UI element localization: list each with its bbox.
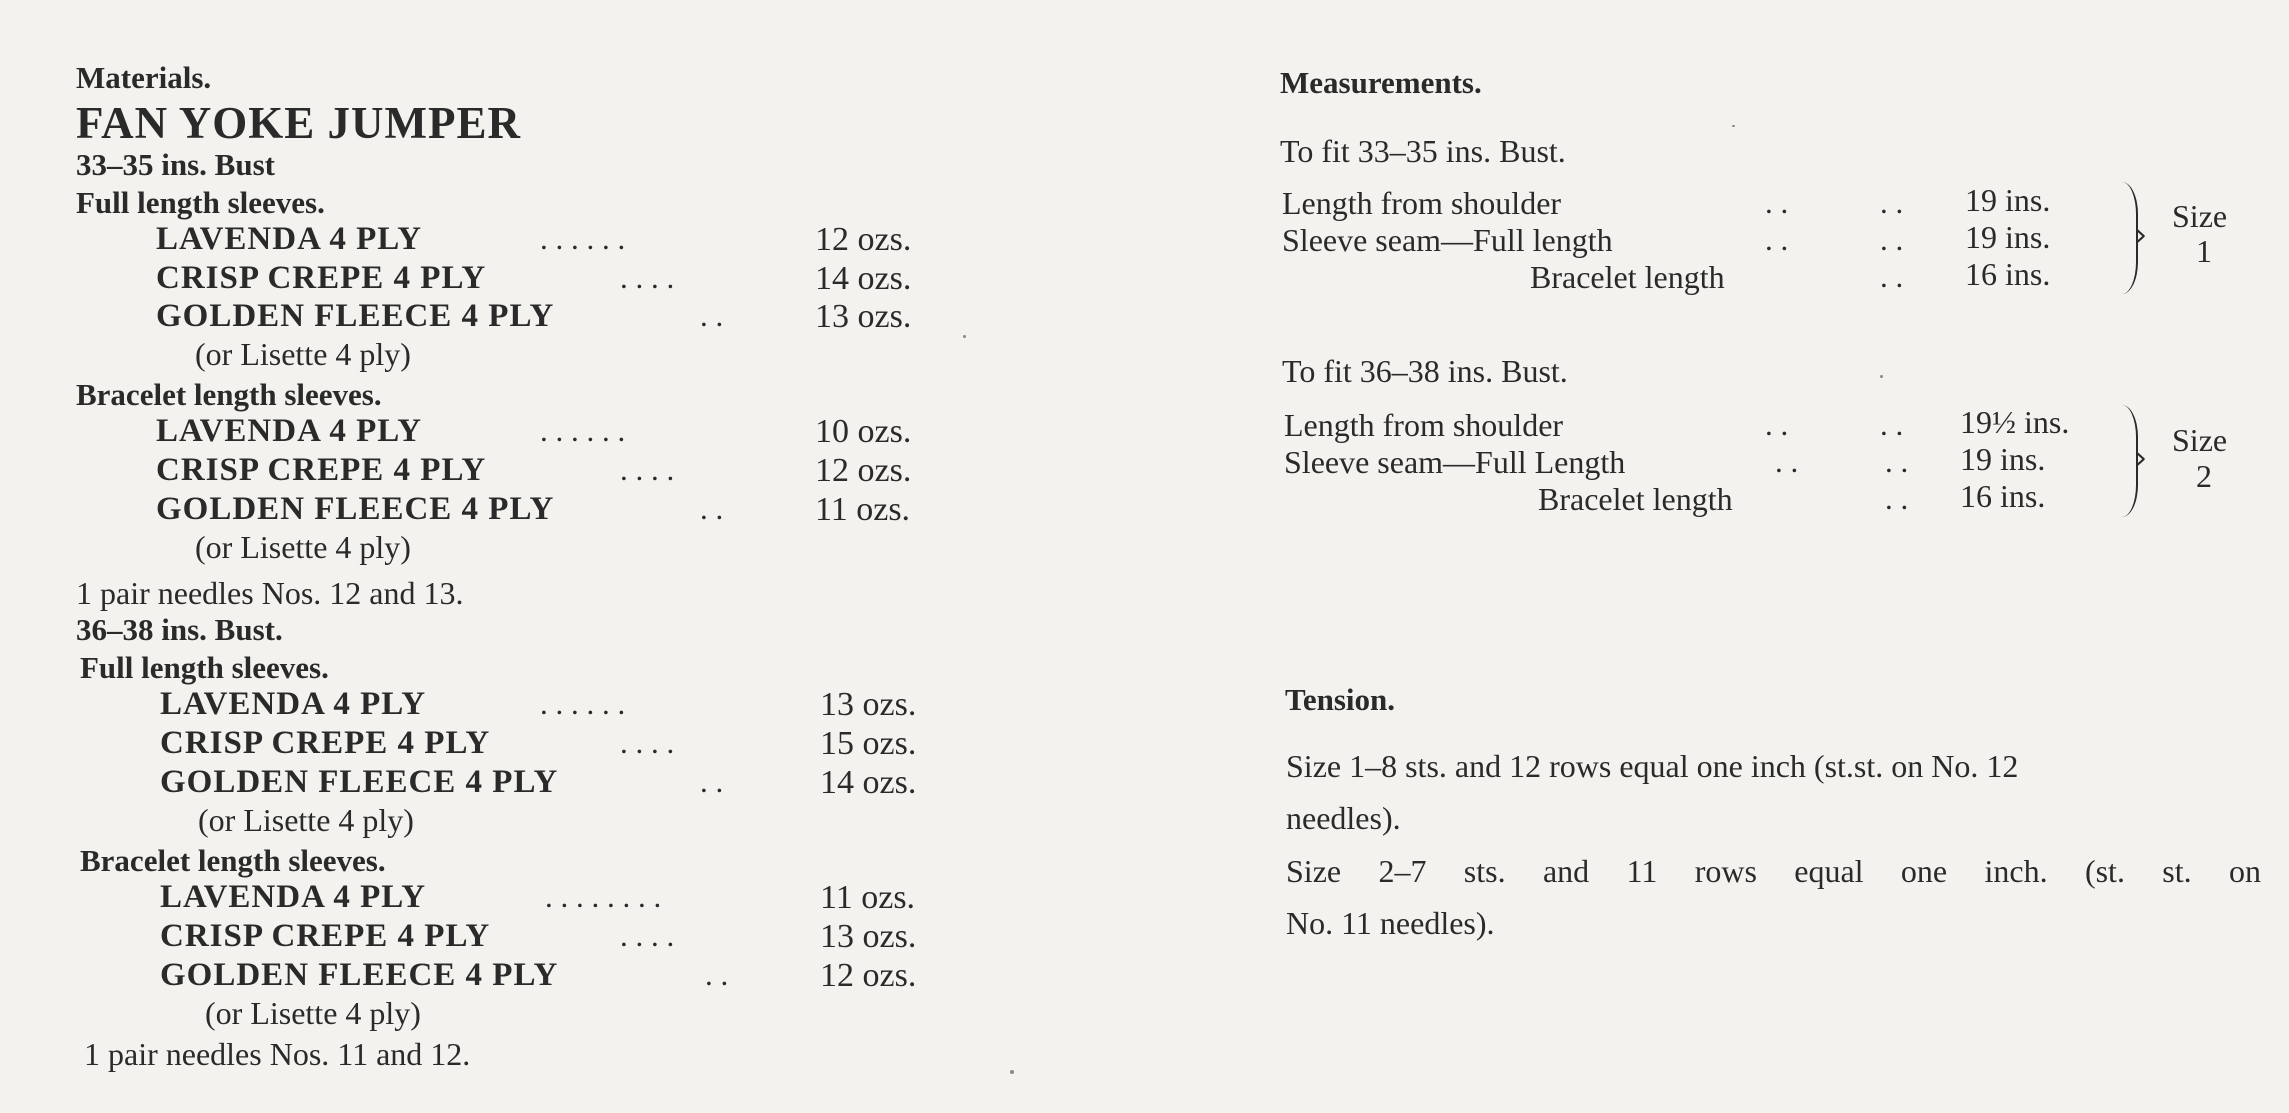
yarn-quantity: 11 ozs. — [820, 879, 916, 916]
leader-dots: . . . . — [620, 452, 675, 487]
yarn-name: CRISP CREPE 4 PLY — [156, 260, 487, 296]
scan-speck — [1732, 125, 1735, 127]
yarn-name: GOLDEN FLEECE 4 PLY — [160, 957, 559, 993]
yarn-quantity: 14 ozs. — [820, 764, 917, 801]
yarn-name: GOLDEN FLEECE 4 PLY — [156, 491, 555, 527]
measurement-value: 16 ins. — [1965, 256, 2051, 292]
measurement-value: 16 ins. — [1960, 478, 2046, 514]
tension-line: needles). — [1286, 800, 1401, 836]
tension-line: Size 2–7 sts. and 11 rows equal one inch. (st. st. on — [1286, 853, 2261, 889]
leader-dots: . . — [1765, 222, 1789, 257]
leader-dots: . . — [1880, 185, 1904, 220]
tension-label: Tension. — [1285, 682, 1395, 717]
scan-speck — [963, 335, 966, 338]
measurement-label: Sleeve seam—Full Length — [1284, 444, 1626, 480]
tension-line: Size 1–8 sts. and 12 rows equal one inch (st.st. on No. 12 — [1286, 748, 2019, 784]
yarn-quantity: 10 ozs. — [815, 413, 912, 450]
yarn-note: (or Lisette 4 ply) — [195, 529, 411, 565]
leader-dots: . . . . . . — [540, 686, 626, 721]
scan-speck — [1010, 1070, 1014, 1074]
size-label: Size — [2172, 198, 2228, 234]
leader-dots: . . . . . . . . — [545, 879, 662, 914]
yarn-quantity: 12 ozs. — [820, 957, 917, 994]
leader-dots: . . — [705, 957, 729, 992]
fit-size-line: To fit 36–38 ins. Bust. — [1282, 353, 1568, 389]
measurement-label: Bracelet length — [1530, 259, 1725, 295]
leader-dots: . . — [1775, 444, 1799, 479]
size-number: 1 — [2196, 233, 2212, 269]
yarn-note: (or Lisette 4 ply) — [195, 336, 411, 372]
leader-dots: . . — [1765, 407, 1789, 442]
fit-size-line: To fit 33–35 ins. Bust. — [1280, 133, 1566, 169]
sleeve-length-heading: Full length sleeves. — [76, 185, 325, 220]
size-number: 2 — [2196, 458, 2212, 494]
sleeve-length-heading: Bracelet length sleeves. — [80, 843, 386, 878]
yarn-name: CRISP CREPE 4 PLY — [156, 452, 487, 488]
yarn-quantity: 11 ozs. — [815, 491, 911, 528]
yarn-name: LAVENDA 4 PLY — [160, 686, 427, 722]
leader-dots: . . — [700, 764, 724, 799]
measurements-label: Measurements. — [1280, 65, 1482, 100]
yarn-quantity: 13 ozs. — [820, 918, 917, 955]
materials-label: Materials. — [76, 60, 212, 95]
measurement-label: Bracelet length — [1538, 481, 1733, 517]
leader-dots: . . — [1765, 185, 1789, 220]
brace-point: › — [2135, 441, 2147, 476]
yarn-name: CRISP CREPE 4 PLY — [160, 918, 491, 954]
leader-dots: . . — [1880, 407, 1904, 442]
leader-dots: . . . . . . — [540, 413, 626, 448]
yarn-name: GOLDEN FLEECE 4 PLY — [156, 298, 555, 334]
size-label: Size — [2172, 422, 2228, 458]
leader-dots: . . — [700, 298, 724, 333]
measurement-label: Length from shoulder — [1284, 407, 1564, 443]
yarn-quantity: 13 ozs. — [815, 298, 912, 335]
sleeve-length-heading: Bracelet length sleeves. — [76, 377, 382, 412]
leader-dots: . . — [1880, 222, 1904, 257]
yarn-name: LAVENDA 4 PLY — [156, 221, 423, 257]
leader-dots: . . . . — [620, 260, 675, 295]
yarn-quantity: 12 ozs. — [815, 221, 912, 258]
yarn-note: (or Lisette 4 ply) — [198, 802, 414, 838]
measurement-label: Sleeve seam—Full length — [1282, 222, 1613, 258]
yarn-note: (or Lisette 4 ply) — [205, 995, 421, 1031]
measurement-label: Length from shoulder — [1282, 185, 1562, 221]
yarn-quantity: 14 ozs. — [815, 260, 912, 297]
sleeve-length-heading: Full length sleeves. — [80, 650, 329, 685]
measurement-value: 19 ins. — [1965, 182, 2051, 218]
yarn-quantity: 15 ozs. — [820, 725, 917, 762]
scan-speck — [1880, 375, 1883, 378]
leader-dots: . . — [700, 491, 724, 526]
tension-line: No. 11 needles). — [1286, 905, 1495, 941]
needles-line: 1 pair needles Nos. 11 and 12. — [84, 1036, 471, 1072]
yarn-name: LAVENDA 4 PLY — [160, 879, 427, 915]
measurement-value: 19 ins. — [1965, 219, 2051, 255]
leader-dots: . . . . . . — [540, 221, 626, 256]
bust-size-heading: 33–35 ins. Bust — [76, 147, 275, 182]
yarn-name: LAVENDA 4 PLY — [156, 413, 423, 449]
measurement-value: 19 ins. — [1960, 441, 2046, 477]
yarn-quantity: 12 ozs. — [815, 452, 912, 489]
leader-dots: . . — [1885, 481, 1909, 516]
page-title: FAN YOKE JUMPER — [76, 98, 521, 148]
leader-dots: . . . . — [620, 918, 675, 953]
measurement-value: 19½ ins. — [1960, 404, 2070, 440]
brace-point: › — [2135, 218, 2147, 253]
yarn-name: CRISP CREPE 4 PLY — [160, 725, 491, 761]
yarn-quantity: 13 ozs. — [820, 686, 917, 723]
yarn-name: GOLDEN FLEECE 4 PLY — [160, 764, 559, 800]
leader-dots: . . . . — [620, 725, 675, 760]
bust-size-heading: 36–38 ins. Bust. — [76, 612, 283, 647]
leader-dots: . . — [1885, 444, 1909, 479]
needles-line: 1 pair needles Nos. 12 and 13. — [76, 575, 464, 611]
leader-dots: . . — [1880, 259, 1904, 294]
